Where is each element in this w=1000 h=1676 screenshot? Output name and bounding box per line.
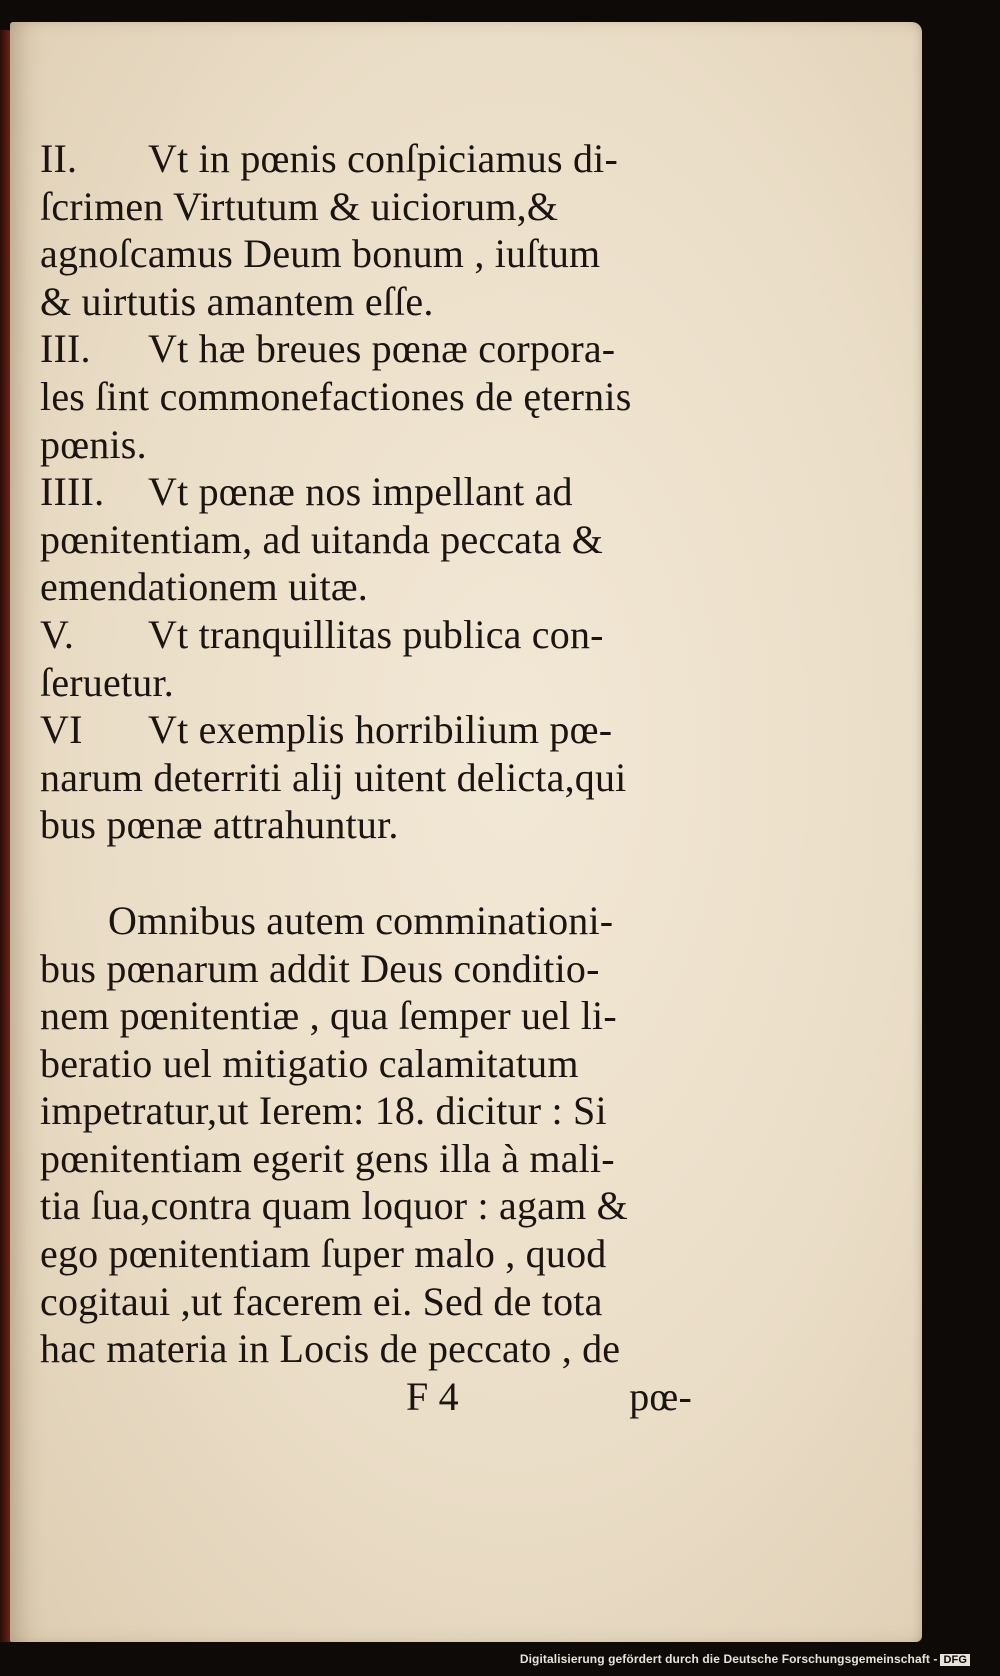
page-text [40,135,692,1420]
line-text: ſeruetur. [40,659,174,705]
text-line [40,135,692,183]
text-line: impetratur,ut Ierem: 18. dicitur : Si [40,1088,607,1134]
text-line [40,421,692,469]
text-line [40,230,692,278]
text-line [40,611,692,659]
text-line [40,183,692,231]
paragraph [40,897,692,1373]
enumerated-list [40,135,692,849]
text-line [40,801,692,849]
line-text: Vt pœnæ nos impellant ad [148,469,573,515]
text-line [40,325,692,373]
item-number: VI [40,707,83,753]
text-line: pœnitentiam egerit gens illa à mali- [40,1135,615,1181]
text-line: Omnibus autem comminationi- [108,897,614,943]
line-text: Vt exemplis horribilium pœ- [148,707,613,753]
text-line [40,659,692,707]
item-number: II. [40,136,78,181]
line-text: Vt hæ breues pœnæ corpora- [148,326,616,372]
text-line: tia ſua,contra quam loquor : agam & [40,1183,628,1229]
line-text: narum deterriti alij uitent delicta,qui [40,754,627,800]
text-line: beratio uel mitigatio calamitatum [40,1040,579,1086]
item-number: III. [40,326,91,372]
line-text: pœnitentiam, ad uitanda peccata & [40,516,604,562]
line-text: Vt tranquillitas publica con- [148,611,604,657]
text-line [40,278,692,326]
item-number: IIII. [40,469,105,515]
line-text: & uirtutis amantem eſſe. [40,278,434,324]
text-line [40,373,692,421]
line-text: agnoſcamus Deum bonum , iuſtum [40,231,601,277]
line-text: Vt in pœnis conſpiciamus di- [148,136,618,181]
catchword: pœ- [629,1373,692,1419]
text-line [40,706,692,754]
text-line: nem pœnitentiæ , qua ſemper uel li- [40,993,617,1039]
text-line [40,754,692,802]
line-text: ſcrimen Virtutum & uiciorum,& [40,183,559,229]
page-foot-line [40,1373,692,1421]
line-text: pœnis. [40,421,147,467]
signature-mark: F 4 [406,1373,459,1419]
text-line: ego pœnitentiam ſuper malo , quod [40,1231,607,1277]
paragraph-gap [40,849,692,897]
item-number: V. [40,611,75,657]
credit-text: Digitalisierung gefördert durch die Deutsche Forschungsgemeinschaft - [519,1652,938,1666]
text-line: bus pœnarum addit Deus conditio- [40,945,600,991]
book-page [10,22,922,1642]
text-line [40,468,692,516]
line-text: bus pœnæ attrahuntur. [40,802,399,848]
line-text: les ſint commonefactiones de ęternis [40,373,632,419]
text-line [40,563,692,611]
text-line [40,516,692,564]
dfg-logo: DFG [940,1654,970,1666]
text-line: hac materia in Locis de peccato , de [40,1326,621,1372]
text-line: cogitaui ,ut facerem ei. Sed de tota [40,1278,603,1324]
line-text: emendationem uitæ. [40,564,368,610]
digitization-credit [520,1652,970,1666]
